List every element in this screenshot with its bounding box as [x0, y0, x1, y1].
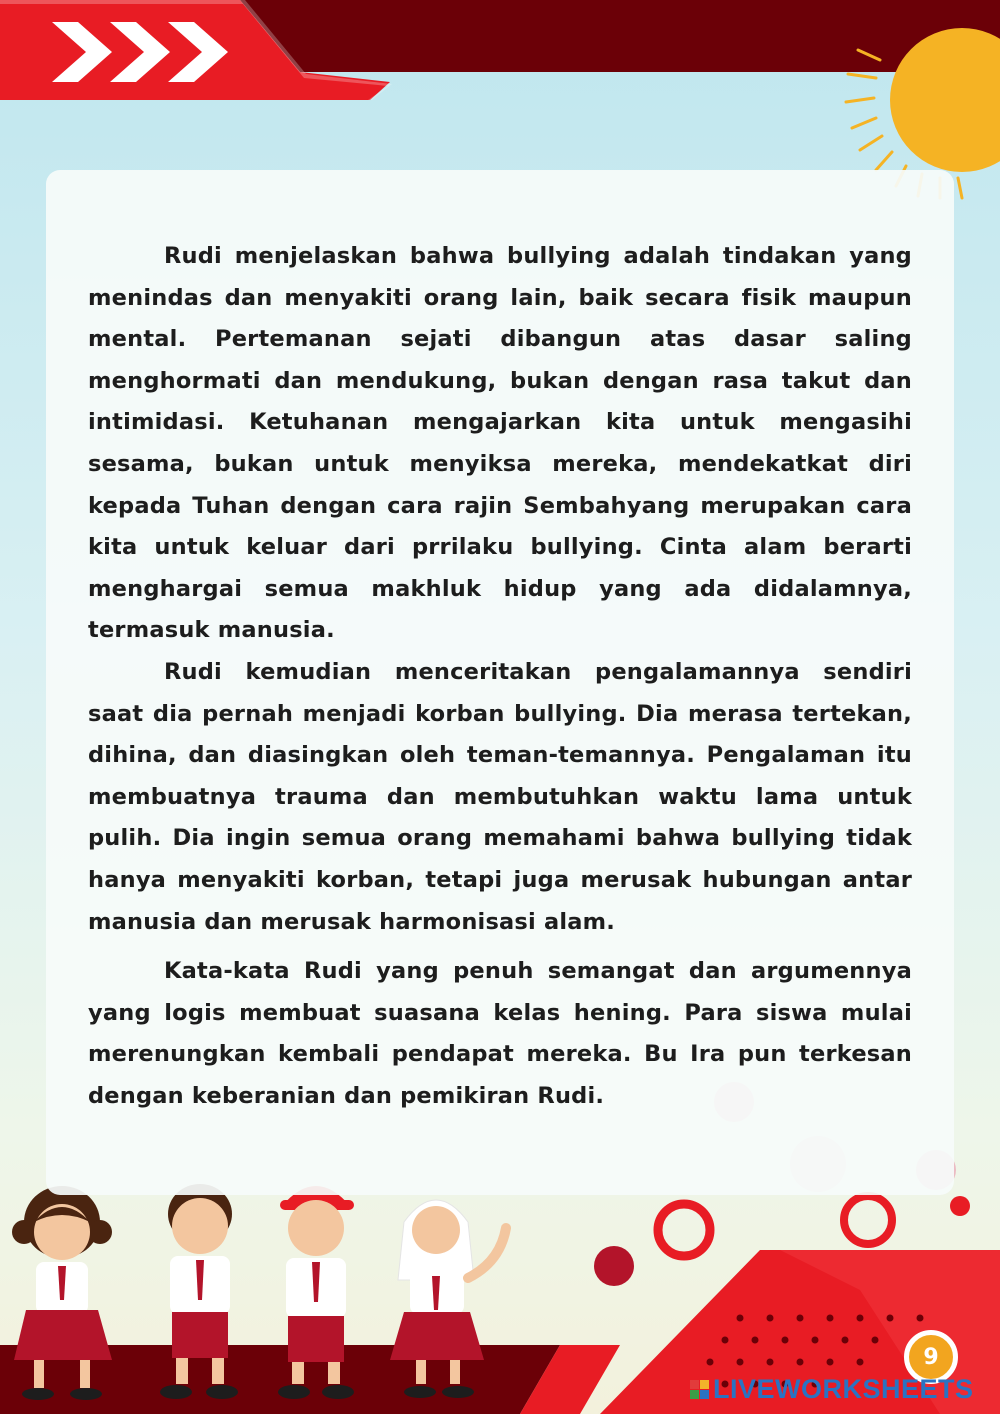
page-number: 9 [923, 1344, 939, 1370]
liveworksheets-logo-icon [690, 1380, 709, 1399]
ring [844, 1196, 892, 1244]
top-dark-banner [240, 0, 1000, 72]
bubble [950, 1196, 970, 1216]
watermark-text: LIVEWORKSHEETS [713, 1374, 974, 1404]
ring [658, 1204, 710, 1256]
paragraph: Rudi kemudian menceritakan pengalamannya sendiri saat dia pernah menjadi korban bullying. Dia merasa tertekan, dihina, dan diasingkan oleh teman-temannya. Pengalaman itu membuatnya trauma dan membutuhkan waktu lama untuk pulih. Dia ingin semua orang memahami bahwa bullying tidak hanya menyakiti korban, tetapi juga merusak hubungan antar manusia dan merusak harmonisasi alam. [88, 658, 912, 935]
bubble [594, 1246, 634, 1286]
story-text [88, 236, 912, 1117]
paragraph: Kata-kata Rudi yang penuh semangat dan argumennya yang logis membuat suasana kelas hening. Para siswa mulai merenungkan kembali pendapat mereka. Bu Ira pun terkesan dengan keberanian dan pemikiran Rudi. [88, 958, 912, 1109]
paragraph: Rudi menjelaskan bahwa bullying adalah tindakan yang menindas dan menyakiti orang lain, baik secara fisik maupun mental. Pertemanan sejati dibangun atas dasar saling menghormati dan mendukung, bukan dengan rasa takut dan intimidasi. Ketuhanan mengajarkan kita untuk mengasihi sesama, bukan untuk menyiksa mereka, mendekatkat diri kepada Tuhan dengan cara rajin Sembahyang merupakan cara kita untuk keluar dari prrilaku bullying. Cinta alam berarti menghargai semua makhluk hidup yang ada didalamnya, termasuk manusia. [88, 243, 912, 644]
liveworksheets-watermark [690, 1374, 974, 1405]
